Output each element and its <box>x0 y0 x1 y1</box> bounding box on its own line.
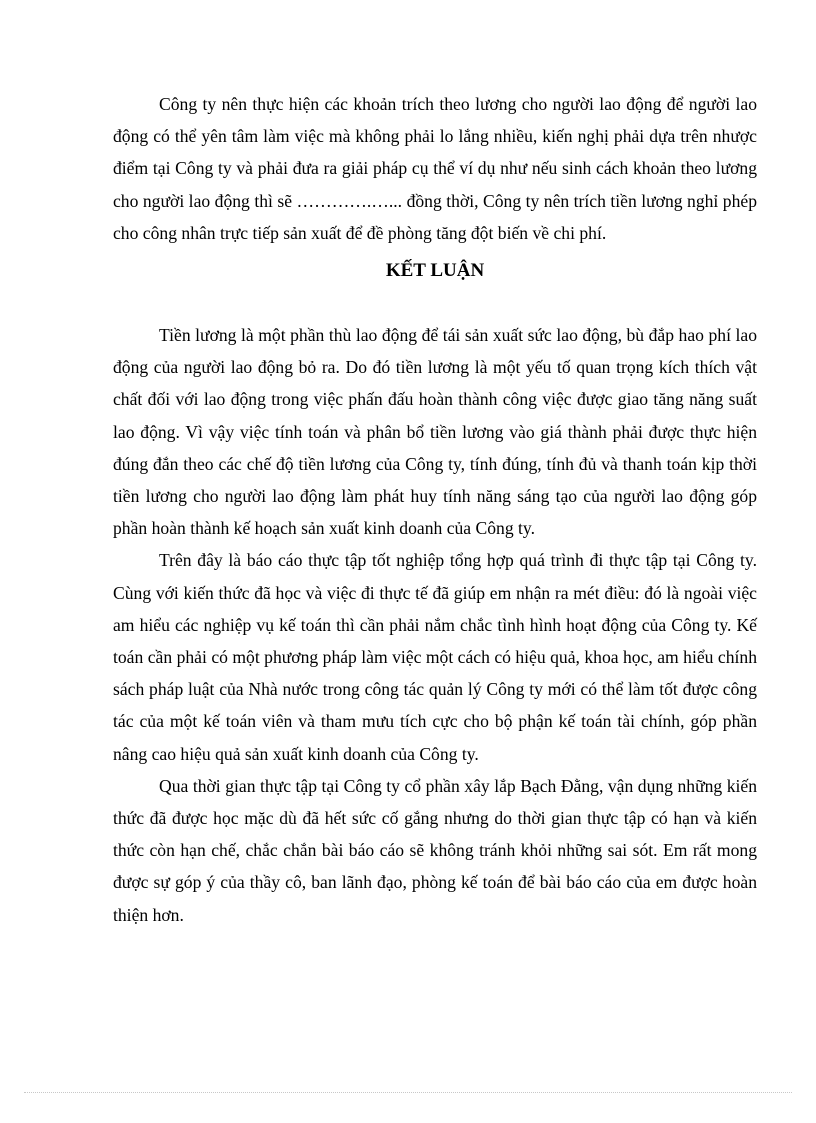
conclusion-heading: KẾT LUẬN <box>385 260 485 282</box>
conclusion-paragraph-1: Tiền lương là một phần thù lao động để tái sản xuất sức lao động, bù đắp hao phí lao động của người lao động bỏ ra. Do đó tiền lương là một yếu tố quan trọng kích thích vật chất đối với lao động trong việc phấn đấu hoàn thành công việc được giao tăng năng suất lao động. Vì vậy việc tính toán và phân bổ tiền lương vào giá thành phải được thực hiện đúng đắn theo các chế độ tiền lương của Công ty, tính đúng, tính đủ và thanh toán kịp thời tiền lương cho người lao động làm phát huy tính năng sáng tạo của người lao động góp phần hoàn thành kế hoạch sản xuất kinh doanh của Công ty. <box>113 325 757 539</box>
intro-paragraph: Công ty nên thực hiện các khoản trích theo lương cho người lao động để người lao động có thể yên tâm làm việc mà không phải lo lắng nhiều, kiến nghị phải dựa trên nhược điểm tại Công ty và phải đưa ra giải pháp cụ thể ví dụ như nếu sinh cách khoản theo lương cho người lao động thì sẽ ………….…... đồng thời, Công ty nên trích tiền lương nghỉ phép cho công nhân trực tiếp sản xuất để đề phòng tăng đột biến về chi phí. <box>113 94 757 243</box>
document-page <box>113 88 757 931</box>
conclusion-paragraph-3: Qua thời gian thực tập tại Công ty cổ phần xây lắp Bạch Đằng, vận dụng những kiến thức đã được học mặc dù đã hết sức cố gắng nhưng do thời gian thực tập có hạn và kiến thức còn hạn chế, chắc chắn bài báo cáo sẽ không tránh khỏi những sai sót. Em rất mong được sự góp ý của thầy cô, ban lãnh đạo, phòng kế toán để bài báo cáo của em được hoàn thiện hơn. <box>113 775 757 925</box>
conclusion-paragraph-2: Trên đây là báo cáo thực tập tốt nghiệp tổng hợp quá trình đi thực tập tại Công ty. Cùng với kiến thức đã học và việc đi thực tế đã giúp em nhận ra mét điều: đó là ngoài việc am hiểu các nghiệp vụ kế toán thì cần phải nắm chắc tình hình hoạt động của Công ty. Kế toán cần phải có một phương pháp làm việc một cách có hiệu quả, khoa học, am hiểu chính sách pháp luật của Nhà nước trong công tác quản lý Công ty mới có thể làm tốt được công tác của một kế toán viên và tham mưu tích cực cho bộ phận kế toán tài chính, góp phần nâng cao hiệu quả sản xuất kinh doanh của Công ty. <box>113 550 757 764</box>
page-bottom-divider <box>24 1092 792 1093</box>
